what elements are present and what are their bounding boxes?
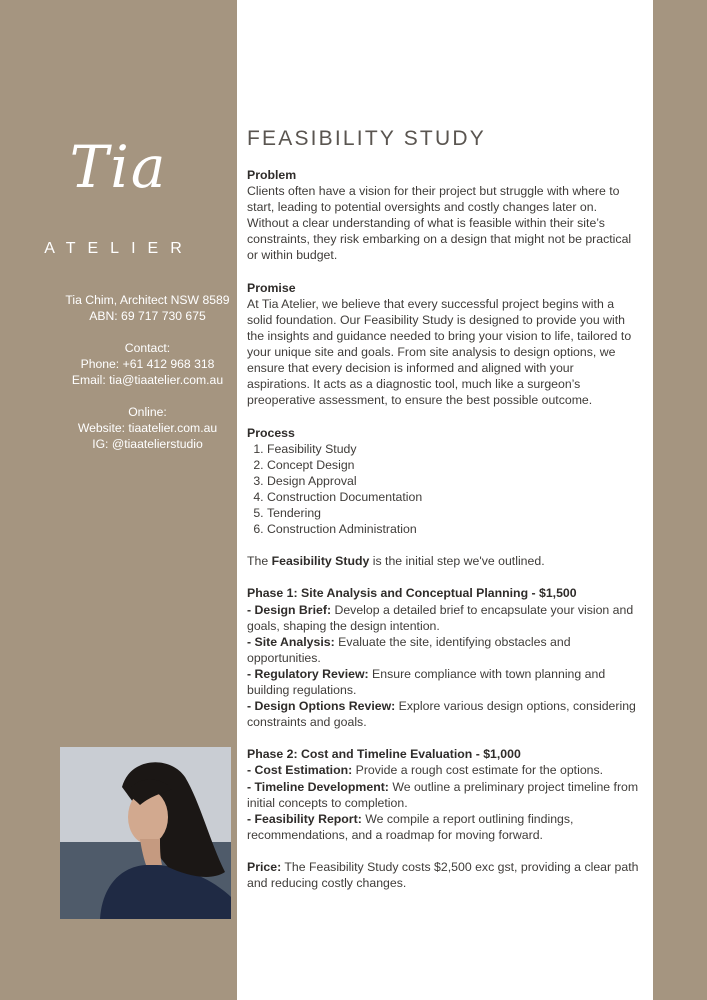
promise-text: At Tia Atelier, we believe that every successful project begins with a solid foundation. Our Feasibility Study is designed to provide you with the insights and guidance needed to bring your vision to life, tailored to your unique site and goals. From site analysis to design options, we ensure that every decision is informed and aligned with your aspirations. It acts as a diagnostic tool, much like a surgeon’s preoperative assessment, to ensure the best possible outcome.	[247, 296, 632, 408]
phone: Phone: +61 412 968 318	[80, 357, 215, 371]
process-item: 6. Construction Administration	[267, 521, 639, 537]
phase1-item: - Regulatory Review: Ensure compliance with town planning and building regulations.	[247, 666, 606, 697]
phase2-item: - Timeline Development: We outline a preliminary project timeline from initial concepts to completion.	[247, 779, 639, 810]
brand-logo-subtitle: ATELIER	[44, 240, 194, 257]
brand-logo-script: Tia	[69, 133, 168, 201]
process-item: 4. Construction Documentation	[267, 489, 639, 505]
phase2-item: - Feasibility Report: We compile a report outlining findings, recommendations, and a roadmap for moving forward.	[247, 811, 574, 842]
process-item: 1. Feasibility Study	[267, 441, 639, 457]
abn: ABN: 69 717 730 675	[89, 309, 206, 323]
promise-heading: Promise	[247, 280, 296, 295]
process-item: 2. Concept Design	[267, 457, 639, 473]
portrait-photo	[60, 747, 231, 919]
email: Email: tia@tiaatelier.com.au	[71, 373, 224, 387]
sidebar	[0, 0, 237, 1000]
website: Website: tiaatelier.com.au	[77, 421, 218, 435]
document-body	[247, 167, 639, 891]
phase2-heading: Phase 2: Cost and Timeline Evaluation - $1,000	[247, 747, 521, 762]
online-label: Online:	[128, 405, 167, 419]
phase1-item: - Design Brief: Develop a detailed brief to encapsulate your vision and goals, shaping the design intention.	[247, 602, 634, 633]
page-title: FEASIBILITY STUDY	[247, 127, 486, 150]
contact-label: Contact:	[124, 341, 171, 355]
price-line: Price: The Feasibility Study costs $2,500 exc gst, providing a clear path and reducing costly changes.	[247, 860, 639, 891]
process-list	[247, 441, 639, 538]
phase1-item: - Site Analysis: Evaluate the site, identifying obstacles and opportunities.	[247, 634, 571, 665]
architect-name: Tia Chim, Architect NSW 8589	[65, 293, 230, 307]
problem-text: Clients often have a vision for their project but struggle with where to start, leading to potential oversights and costly changes later on. Without a clear understanding of what is feasible within their site’s constraints, they risk embarking on a design that might not be practical or within budget.	[247, 184, 632, 263]
phase1-heading: Phase 1: Site Analysis and Conceptual Planning - $1,500	[247, 586, 577, 601]
problem-heading: Problem	[247, 168, 297, 182]
contact-block	[55, 292, 240, 452]
right-margin-strip	[653, 0, 707, 1000]
main-content	[237, 0, 653, 1000]
phase2-item: - Cost Estimation: Provide a rough cost estimate for the options.	[247, 763, 604, 778]
process-heading: Process	[247, 425, 295, 440]
phase1-item: - Design Options Review: Explore various design options, considering constraints and goals.	[247, 699, 636, 730]
portrait-illustration	[60, 747, 231, 919]
instagram: IG: @tiaatelierstudio	[92, 437, 203, 451]
process-item: 5. Tendering	[267, 505, 639, 521]
intro-line: The Feasibility Study is the initial step we've outlined.	[247, 554, 545, 569]
process-item: 3. Design Approval	[267, 473, 639, 489]
